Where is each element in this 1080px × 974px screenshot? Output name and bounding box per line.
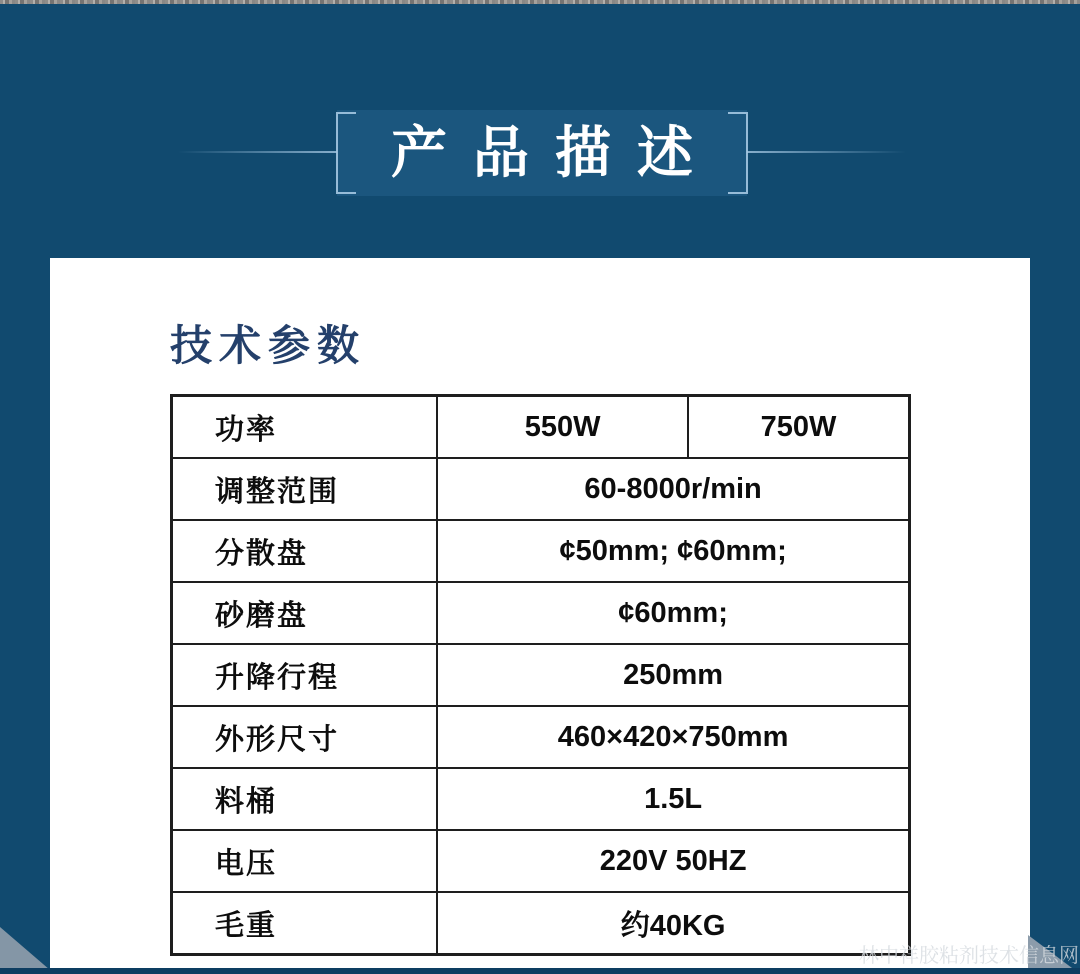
card-heading: 技术参数 <box>170 322 367 369</box>
spec-label: 升降行程 <box>172 644 438 706</box>
spec-value: 1.5L <box>437 768 909 830</box>
table-row <box>172 396 910 459</box>
table-row <box>172 520 910 582</box>
spec-label: 电压 <box>172 830 438 892</box>
spec-value: ¢60mm; <box>437 582 909 644</box>
table-row <box>172 830 910 892</box>
bracket-left-icon <box>336 112 356 194</box>
section-title: 产品描述 <box>391 121 719 184</box>
table-row <box>172 768 910 830</box>
spec-value: ¢50mm; ¢60mm; <box>437 520 909 582</box>
spec-value: 220V 50HZ <box>437 830 909 892</box>
spec-label: 分散盘 <box>172 520 438 582</box>
spec-label: 调整范围 <box>172 458 438 520</box>
bracket-right-icon <box>728 112 748 194</box>
title-connector-line-left <box>178 151 337 153</box>
content-card <box>50 258 1030 968</box>
top-texture-strip <box>0 0 1080 4</box>
bottom-divider-bar <box>0 968 1080 974</box>
table-row <box>172 644 910 706</box>
section-title-banner <box>337 110 747 196</box>
table-row <box>172 458 910 520</box>
spec-value: 60-8000r/min <box>437 458 909 520</box>
spec-label: 砂磨盘 <box>172 582 438 644</box>
table-row <box>172 706 910 768</box>
spec-table <box>170 394 911 956</box>
spec-value: 550W <box>437 396 688 459</box>
watermark-text: 林中祥胶粘剂技术信息网 <box>859 945 1079 967</box>
corner-triangle-left <box>0 927 50 970</box>
spec-label: 功率 <box>172 396 438 459</box>
spec-value: 约40KG <box>437 892 909 955</box>
spec-label: 毛重 <box>172 892 438 955</box>
spec-label: 料桶 <box>172 768 438 830</box>
spec-label: 外形尺寸 <box>172 706 438 768</box>
spec-value: 250mm <box>437 644 909 706</box>
table-row <box>172 582 910 644</box>
spec-value: 460×420×750mm <box>437 706 909 768</box>
spec-value: 750W <box>688 396 909 459</box>
table-row <box>172 892 910 955</box>
title-connector-line-right <box>747 151 906 153</box>
